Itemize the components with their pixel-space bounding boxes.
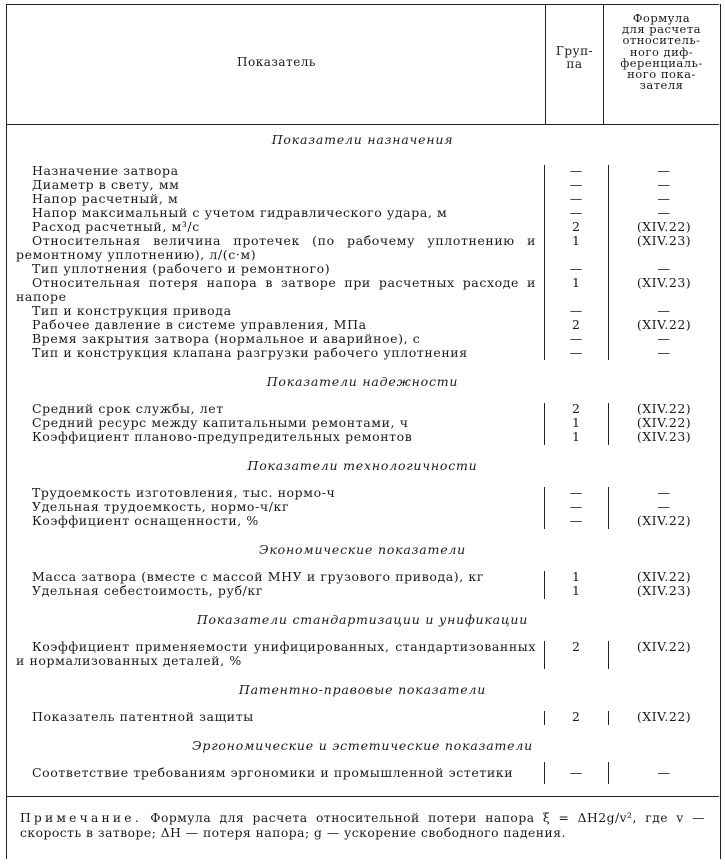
formula-cell: — bbox=[657, 765, 671, 780]
column-rule bbox=[544, 711, 545, 725]
indicator-cell: Тип и конструкция привода bbox=[32, 303, 232, 318]
indicator-cell: Коэффициент планово-предупредительных ремонтов bbox=[32, 429, 413, 444]
column-header-indicator: Показатель bbox=[237, 55, 316, 69]
indicator-cell: Соответствие требованиям эргономики и промышленной эстетики bbox=[32, 765, 514, 780]
formula-cell: — bbox=[657, 331, 671, 346]
column-rule bbox=[608, 403, 609, 445]
indicator-cell: Тип уплотнения (рабочего и ремонтного) bbox=[32, 261, 331, 276]
column-rule bbox=[544, 571, 545, 599]
formula-cell: (XIV.22) bbox=[636, 513, 692, 528]
group-cell: — bbox=[569, 163, 583, 178]
formula-cell: — bbox=[657, 485, 671, 500]
indicator-cell: Средний срок службы, лет bbox=[32, 401, 224, 416]
column-rule bbox=[544, 165, 545, 360]
formula-cell: — bbox=[657, 191, 671, 206]
footnote-label: Примечание. bbox=[20, 811, 142, 825]
column-rule bbox=[608, 762, 609, 784]
section-title: Патентно-правовые показатели bbox=[238, 682, 487, 697]
group-cell: — bbox=[569, 177, 583, 192]
formula-cell: (XIV.23) bbox=[636, 233, 692, 248]
indicator-cell: Трудоемкость изготовления, тыс. нормо-ч bbox=[32, 485, 336, 500]
column-rule bbox=[608, 711, 609, 725]
indicator-cell: Напор максимальный с учетом гидравлического удара, м bbox=[32, 205, 448, 220]
indicator-cell: Расход расчетный, м³/с bbox=[32, 219, 200, 234]
group-cell: 1 bbox=[572, 415, 580, 430]
indicator-cell: Показатель патентной защиты bbox=[32, 709, 254, 724]
indicator-cell: Коэффициент применяемости унифицированных, стандартизованных и нормализованных деталей, % bbox=[16, 639, 536, 668]
table-top-rule bbox=[6, 4, 719, 5]
group-cell: 2 bbox=[572, 219, 580, 234]
column-rule bbox=[544, 403, 545, 445]
column-rule bbox=[608, 165, 609, 360]
indicator-cell: Относительная величина протечек (по рабочему уплотнению и ремонтному уплотнению), л/(с·м) bbox=[16, 233, 536, 262]
formula-cell: (XIV.22) bbox=[636, 415, 692, 430]
formula-header-line: ференциаль- bbox=[620, 55, 703, 70]
formula-cell: — bbox=[657, 499, 671, 514]
group-cell: — bbox=[569, 205, 583, 220]
group-cell: 1 bbox=[572, 233, 580, 248]
group-cell: 2 bbox=[572, 639, 580, 654]
group-cell: — bbox=[569, 513, 583, 528]
formula-cell: (XIV.22) bbox=[636, 709, 692, 724]
group-cell: 1 bbox=[572, 569, 580, 584]
formula-cell: — bbox=[657, 163, 671, 178]
formula-header-line: ного диф- bbox=[629, 44, 694, 59]
formula-cell: (XIV.23) bbox=[636, 275, 692, 290]
group-cell: — bbox=[569, 345, 583, 360]
column-rule bbox=[608, 641, 609, 669]
section-title: Показатели технологичности bbox=[247, 458, 478, 473]
group-cell: — bbox=[569, 485, 583, 500]
group-cell: 2 bbox=[572, 317, 580, 332]
section-title: Показатели назначения bbox=[271, 132, 454, 147]
section-title: Показатели стандартизации и унификации bbox=[196, 612, 529, 627]
group-cell: 1 bbox=[572, 429, 580, 444]
table-bottom-rule bbox=[6, 796, 719, 797]
formula-cell: — bbox=[657, 205, 671, 220]
indicator-cell: Удельная трудоемкость, нормо-ч/кг bbox=[32, 499, 290, 514]
indicator-cell: Коэффициент оснащенности, % bbox=[32, 513, 259, 528]
group-cell: — bbox=[569, 191, 583, 206]
indicator-cell: Диаметр в свету, мм bbox=[32, 177, 180, 192]
column-rule bbox=[544, 641, 545, 669]
group-cell: 1 bbox=[572, 275, 580, 290]
formula-header-line: относитель- bbox=[622, 33, 701, 48]
formula-cell: (XIV.23) bbox=[636, 429, 692, 444]
column-rule bbox=[608, 487, 609, 529]
group-cell: — bbox=[569, 303, 583, 318]
indicator-cell: Время закрытия затвора (нормальное и аварийное), с bbox=[32, 331, 421, 346]
footnote-text: Формула для расчета относительной потери напора ξ = ΔH2g/v², где v — скорость в затворе; ΔH — потеря напора; g — ускорение свободного падения. bbox=[20, 811, 705, 840]
group-cell: — bbox=[569, 499, 583, 514]
indicator-cell: Тип и конструкция клапана разгрузки рабочего уплотнения bbox=[32, 345, 468, 360]
group-cell: — bbox=[569, 331, 583, 346]
indicator-cell: Средний ресурс между капитальными ремонтами, ч bbox=[32, 415, 409, 430]
indicator-cell: Удельная себестоимость, руб/кг bbox=[32, 583, 263, 598]
section-title: Показатели надежности bbox=[266, 374, 459, 389]
group-cell: 2 bbox=[572, 709, 580, 724]
formula-cell: — bbox=[657, 345, 671, 360]
formula-cell: (XIV.23) bbox=[636, 583, 692, 598]
formula-header-line: ного пока- bbox=[627, 67, 696, 82]
column-header-group-line: па bbox=[566, 57, 583, 71]
group-cell: 1 bbox=[572, 583, 580, 598]
formula-cell: — bbox=[657, 261, 671, 276]
column-rule bbox=[544, 762, 545, 784]
formula-header-line: зателя bbox=[639, 78, 684, 93]
formula-cell: (XIV.22) bbox=[636, 317, 692, 332]
header-bottom-rule bbox=[6, 124, 719, 125]
section-title: Эргономические и эстетические показатели bbox=[192, 738, 533, 753]
column-header-formula bbox=[604, 13, 719, 91]
formula-cell: — bbox=[657, 303, 671, 318]
column-header-group-line: Груп- bbox=[555, 44, 594, 58]
indicator-cell: Назначение затвора bbox=[32, 163, 179, 178]
formula-header-line: для расчета bbox=[621, 22, 702, 37]
indicator-cell: Напор расчетный, м bbox=[32, 191, 179, 206]
indicator-cell: Рабочее давление в системе управления, МПа bbox=[32, 317, 367, 332]
formula-cell: (XIV.22) bbox=[636, 219, 692, 234]
column-header-group bbox=[546, 45, 603, 71]
formula-cell: (XIV.22) bbox=[636, 569, 692, 584]
indicator-cell: Относительная потеря напора в затворе при расчетных расходе и напоре bbox=[16, 275, 536, 304]
indicator-cell: Масса затвора (вместе с массой МНУ и грузового привода), кг bbox=[32, 569, 484, 584]
table-footnote bbox=[20, 811, 705, 841]
group-cell: — bbox=[569, 261, 583, 276]
formula-header-line: Формула bbox=[632, 11, 691, 25]
group-cell: — bbox=[569, 765, 583, 780]
formula-cell: (XIV.22) bbox=[636, 401, 692, 416]
group-cell: 2 bbox=[572, 401, 580, 416]
column-rule bbox=[544, 487, 545, 529]
formula-cell: (XIV.22) bbox=[636, 639, 692, 654]
section-title: Экономические показатели bbox=[258, 542, 466, 557]
formula-cell: — bbox=[657, 177, 671, 192]
